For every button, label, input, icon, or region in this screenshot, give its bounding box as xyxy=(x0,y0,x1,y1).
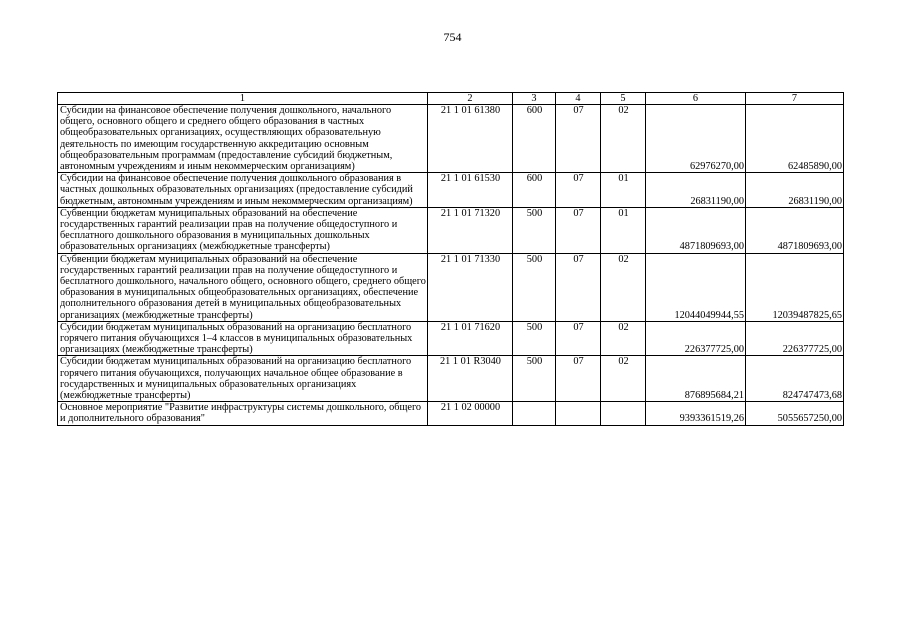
row-col5: 01 xyxy=(601,207,646,253)
row-col4: 07 xyxy=(556,207,601,253)
row-amount-7: 824747473,68 xyxy=(746,356,844,402)
row-col5: 02 xyxy=(601,321,646,356)
column-header-2: 2 xyxy=(428,93,513,105)
row-name: Субвенции бюджетам муниципальных образований на обеспечение государственных гарантий реализации прав на получение общедоступного и бесплатного дошкольного образования в муниципальных дошкольных образовательных организациях (межбюджетные трансферты) xyxy=(58,207,428,253)
row-col4: 07 xyxy=(556,356,601,402)
row-amount-6: 9393361519,26 xyxy=(646,402,746,425)
row-code: 21 1 01 71330 xyxy=(428,253,513,321)
table-row xyxy=(58,207,844,253)
row-amount-6: 226377725,00 xyxy=(646,321,746,356)
row-code: 21 1 01 71620 xyxy=(428,321,513,356)
row-col4: 07 xyxy=(556,253,601,321)
row-col3 xyxy=(513,402,556,425)
row-code: 21 1 01 61380 xyxy=(428,105,513,173)
row-col3: 500 xyxy=(513,207,556,253)
column-header-1: 1 xyxy=(58,93,428,105)
row-col3: 500 xyxy=(513,253,556,321)
row-amount-7: 62485890,00 xyxy=(746,105,844,173)
row-col4 xyxy=(556,402,601,425)
table-row xyxy=(58,105,844,173)
row-name: Основное мероприятие "Развитие инфраструктуры системы дошкольного, общего и дополнительного образования" xyxy=(58,402,428,425)
row-amount-6: 876895684,21 xyxy=(646,356,746,402)
row-name: Субвенции бюджетам муниципальных образований на обеспечение государственных гарантий реализации прав на получение общедоступного и бесплатного дошкольного, начального общего, основного общего, среднего общего образования в муниципальных общеобразовательных организациях, обеспечение дополнительного образования детей в муниципальных общеобразовательных организациях (межбюджетные трансферты) xyxy=(58,253,428,321)
table-row xyxy=(58,321,844,356)
table-header-row xyxy=(58,93,844,105)
row-amount-7: 12039487825,65 xyxy=(746,253,844,321)
row-amount-6: 4871809693,00 xyxy=(646,207,746,253)
column-header-7: 7 xyxy=(746,93,844,105)
row-col3: 500 xyxy=(513,321,556,356)
table-row xyxy=(58,253,844,321)
row-amount-6: 26831190,00 xyxy=(646,173,746,208)
row-col5: 02 xyxy=(601,253,646,321)
row-name: Субсидии бюджетам муниципальных образований на организацию бесплатного горячего питания обучающихся, получающих начальное общее образование в государственных и муниципальных образовательных организациях (межбюджетные трансферты) xyxy=(58,356,428,402)
row-amount-6: 62976270,00 xyxy=(646,105,746,173)
row-name: Субсидии бюджетам муниципальных образований на организацию бесплатного горячего питания обучающихся 1–4 классов в муниципальных образовательных организациях (межбюджетные трансферты) xyxy=(58,321,428,356)
row-code: 21 1 01 61530 xyxy=(428,173,513,208)
row-col3: 600 xyxy=(513,173,556,208)
row-col5: 02 xyxy=(601,105,646,173)
row-amount-7: 226377725,00 xyxy=(746,321,844,356)
row-name: Субсидии на финансовое обеспечение получения дошкольного, начального общего, основного общего и среднего общего образования в частных общеобразовательных организациях, осуществляющих образовательную деятельность по имеющим государственную аккредитацию основным общеобразовательным программам (предоставление субсидий бюджетным, автономным учреждениям и иным некоммерческим организациям) xyxy=(58,105,428,173)
row-col5: 01 xyxy=(601,173,646,208)
row-col4: 07 xyxy=(556,105,601,173)
row-amount-6: 12044049944,55 xyxy=(646,253,746,321)
row-col3: 500 xyxy=(513,356,556,402)
row-col4: 07 xyxy=(556,173,601,208)
budget-table xyxy=(57,92,844,426)
row-col4: 07 xyxy=(556,321,601,356)
row-col5: 02 xyxy=(601,356,646,402)
column-header-3: 3 xyxy=(513,93,556,105)
table-row xyxy=(58,356,844,402)
row-amount-7: 5055657250,00 xyxy=(746,402,844,425)
row-code: 21 1 01 71320 xyxy=(428,207,513,253)
row-code: 21 1 01 R3040 xyxy=(428,356,513,402)
table-row xyxy=(58,173,844,208)
row-col3: 600 xyxy=(513,105,556,173)
column-header-5: 5 xyxy=(601,93,646,105)
page-number: 754 xyxy=(443,30,462,44)
row-name: Субсидии на финансовое обеспечение получения дошкольного образования в частных дошкольных образовательных организациях (предоставление субсидий бюджетным, автономным учреждениям и иным некоммерческим организациям) xyxy=(58,173,428,208)
column-header-4: 4 xyxy=(556,93,601,105)
row-col5 xyxy=(601,402,646,425)
row-code: 21 1 02 00000 xyxy=(428,402,513,425)
row-amount-7: 26831190,00 xyxy=(746,173,844,208)
column-header-6: 6 xyxy=(646,93,746,105)
table-row xyxy=(58,402,844,425)
row-amount-7: 4871809693,00 xyxy=(746,207,844,253)
